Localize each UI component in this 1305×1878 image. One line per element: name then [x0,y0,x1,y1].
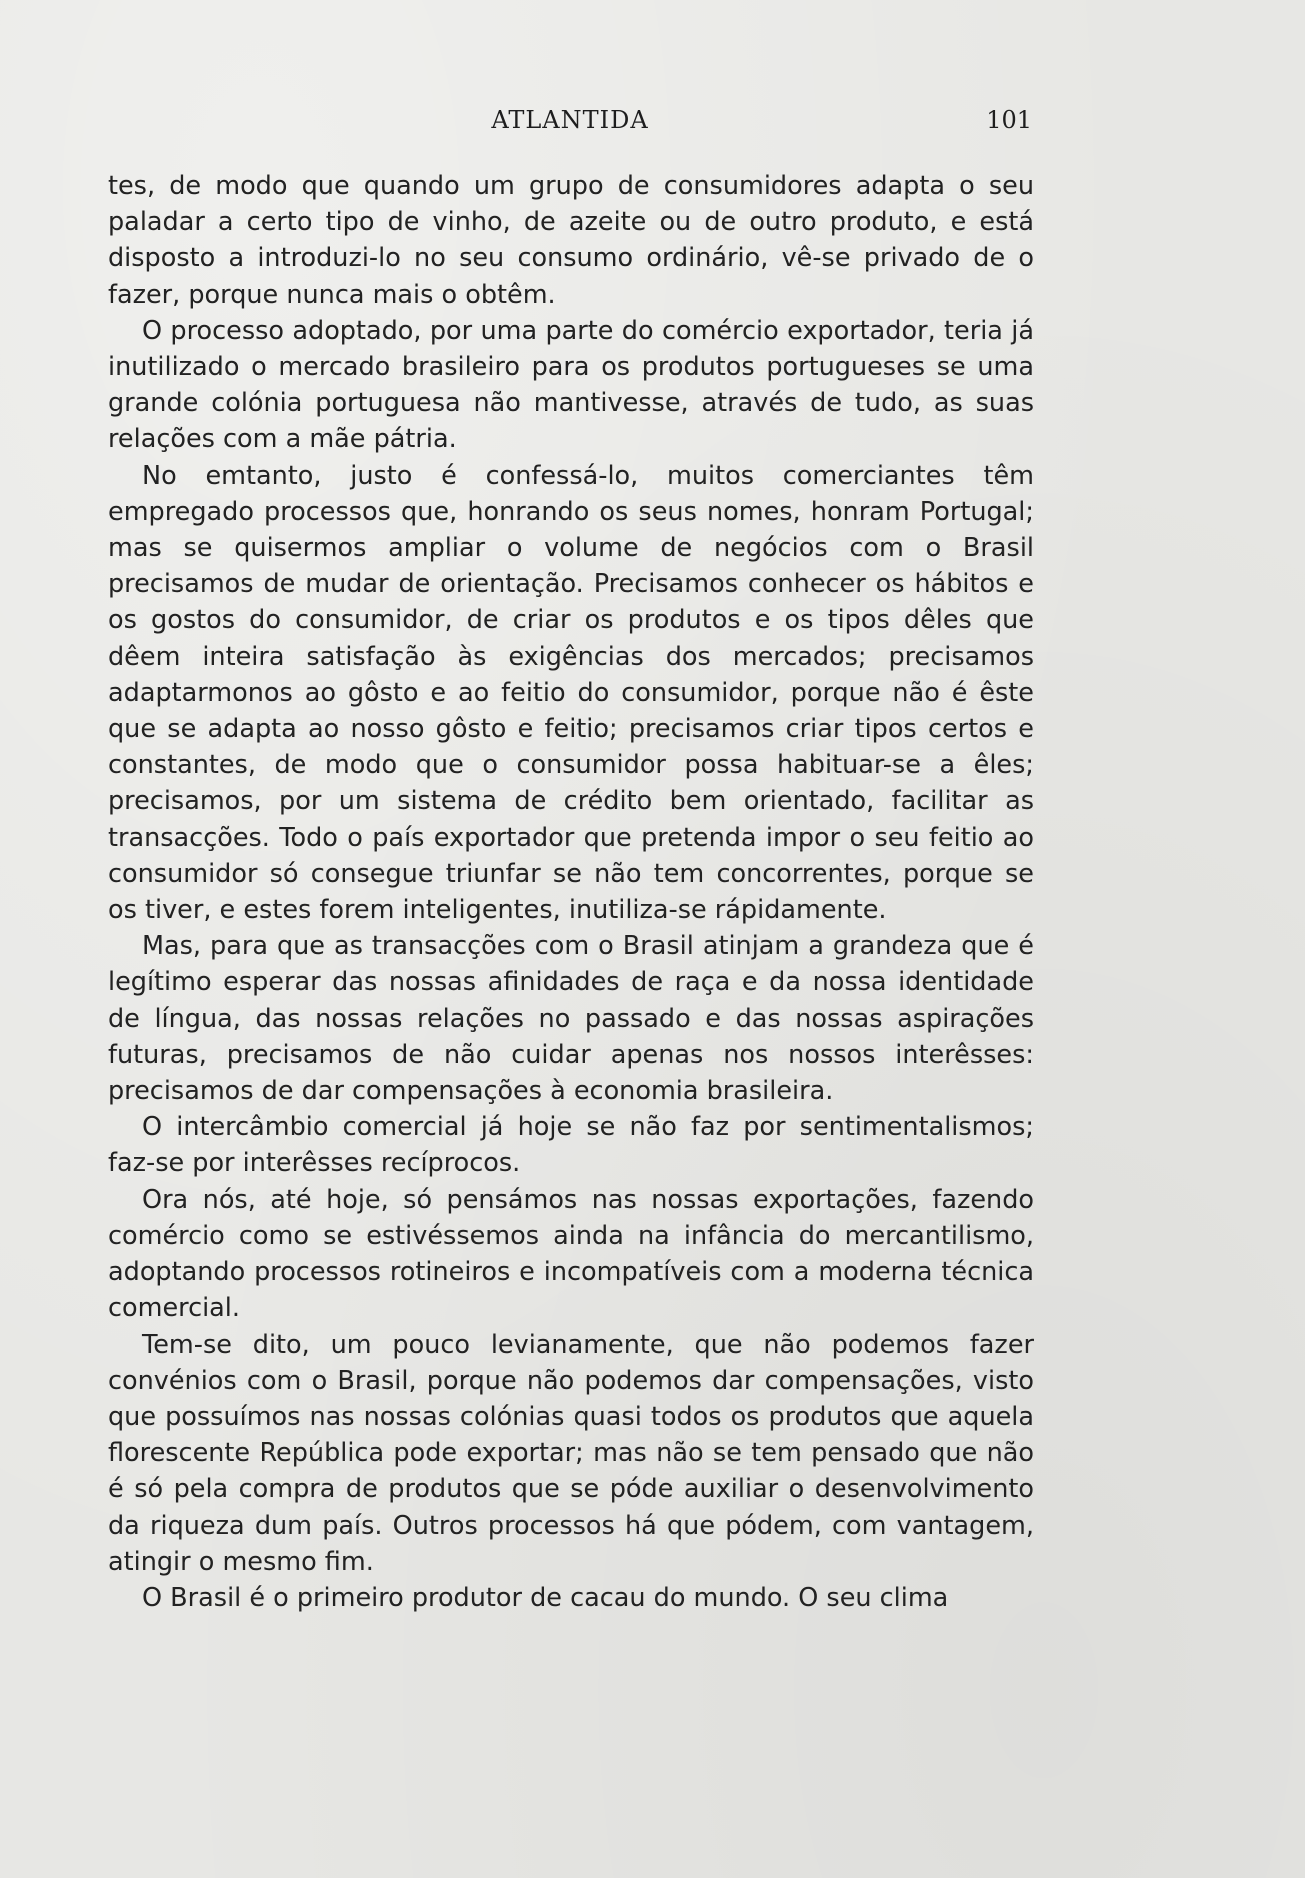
paragraph: Mas, para que as transacções com o Brasil atinjam a grandeza que é legítimo esperar das nossas afinidades de raça e da nossa identidade de língua, das nossas relações no passado e das nossas aspirações futuras, precisamos de não cuidar apenas nos nossos interêsses: precisamos de dar compensações à economia brasileira. [108,931,1034,1107]
paragraph: tes, de modo que quando um grupo de consumidores adapta o seu paladar a certo tipo de vinho, de azeite ou de outro produto, e está disposto a introduzi-lo no seu consumo ordinário, vê-se privado de o fazer, porque nunca mais o obtêm. [108,171,1034,310]
paragraph: O Brasil é o primeiro produtor de cacau do mundo. O seu clima [142,1582,949,1613]
page-header [108,106,1032,138]
running-title: ATLANTIDA [491,106,649,134]
paragraph: No emtanto, justo é confessá-lo, muitos comerciantes têm empregado processos que, honrando os seus nomes, honram Portugal; mas se quisermos ampliar o volume de negócios com o Brasil precisamos de mudar de orientação. Precisamos conhecer os hábitos e os gostos do consumidor, de criar os produtos e os tipos dêles que dêem inteira satisfação às exigências dos mercados; precisamos adaptarmonos ao gôsto e ao feitio do consumidor, porque não é êste que se adapta ao nosso gôsto e feitio; precisamos criar tipos certos e constantes, de modo que o consumidor possa habituar-se a êles; precisamos, por um sistema de crédito bem orientado, facilitar as transacções. Todo o país exportador que pretenda impor o seu feitio ao consumidor só consegue triunfar se não tem concorrentes, porque se os tiver, e estes forem inteligentes, inutiliza-se rápidamente. [108,460,1034,926]
body-text [108,168,1034,1616]
page-number: 101 [986,106,1032,134]
paragraph: O processo adoptado, por uma parte do comércio exportador, teria já inutilizado o mercado brasileiro para os produtos portugueses se uma grande colónia portuguesa não mantivesse, através de tudo, as suas relações com a mãe pátria. [108,315,1034,455]
paragraph: Ora nós, até hoje, só pensámos nas nossas exportações, fazendo comércio como se estivéssemos ainda na infância do mercantilismo, adoptando processos rotineiros e incompatíveis com a moderna técnica comercial. [108,1184,1034,1324]
paragraph: O intercâmbio comercial já hoje se não faz por sentimentalismos; faz-se por interêsses recíprocos. [108,1112,1034,1179]
paragraph: Tem-se dito, um pouco levianamente, que não podemos fazer convénios com o Brasil, porque não podemos dar compensações, visto que possuímos nas nossas colónias quasi todos os produtos que aquela florescente República pode exportar; mas não se tem pensado que não é só pela compra de produtos que se póde auxiliar o desenvolvimento da riqueza dum país. Outros processos há que pódem, com vantagem, atingir o mesmo fim. [108,1329,1034,1577]
